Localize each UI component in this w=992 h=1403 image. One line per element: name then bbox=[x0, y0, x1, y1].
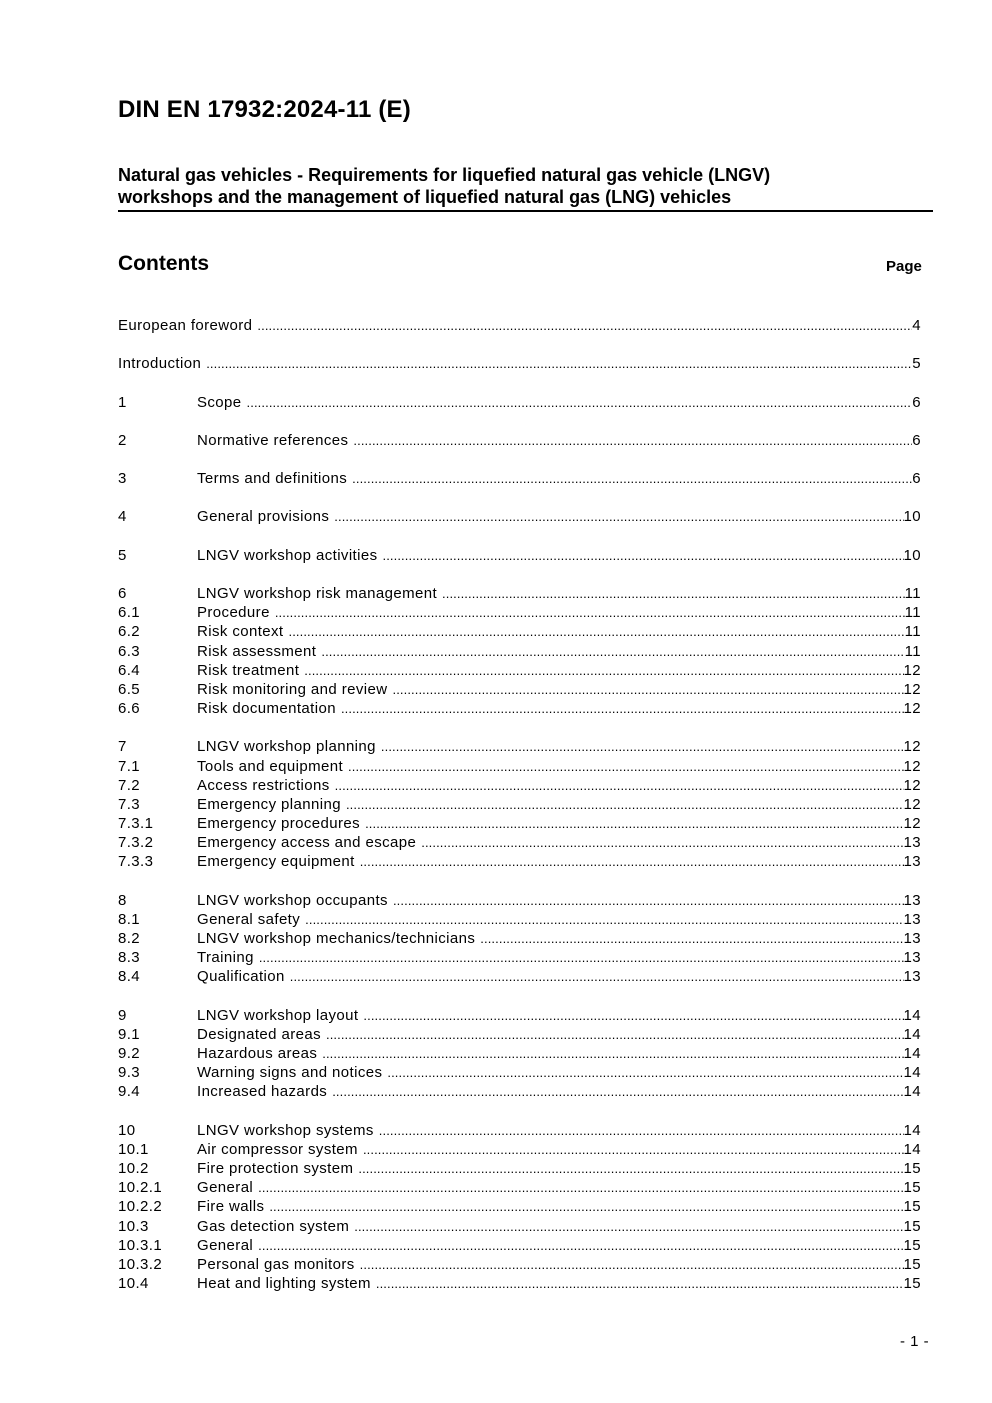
toc-entry-number: 10.3 bbox=[118, 1218, 149, 1235]
toc-entry[interactable] bbox=[118, 680, 921, 699]
toc-dot-leader bbox=[365, 814, 903, 833]
toc-entry-page: 14 bbox=[903, 1064, 921, 1081]
page-number-footer: - 1 - bbox=[900, 1333, 930, 1350]
toc-entry-title: Heat and lighting system bbox=[197, 1275, 371, 1292]
toc-entry-number: 7 bbox=[118, 738, 127, 755]
toc-entry-number: 3 bbox=[118, 470, 127, 487]
toc-entry-number: 10.4 bbox=[118, 1275, 149, 1292]
toc-entry-number: 10.3.2 bbox=[118, 1256, 163, 1273]
toc-entry-title: Risk context bbox=[197, 623, 284, 640]
toc-entry-title: Emergency planning bbox=[197, 796, 341, 813]
toc-dot-leader bbox=[289, 622, 905, 641]
toc-entry-title: Designated areas bbox=[197, 1026, 321, 1043]
toc-entry-page: 14 bbox=[903, 1026, 921, 1043]
toc-entry-page: 12 bbox=[903, 662, 921, 679]
toc-dot-leader bbox=[346, 795, 904, 814]
toc-entry-title: LNGV workshop risk management bbox=[197, 585, 438, 602]
toc-dot-leader bbox=[379, 1121, 904, 1140]
toc-entry-title: Risk assessment bbox=[197, 643, 317, 660]
toc-entry-title: Risk documentation bbox=[197, 700, 336, 717]
toc-dot-leader bbox=[258, 1178, 903, 1197]
toc-dot-leader bbox=[383, 546, 904, 565]
toc-entry-number: 6.4 bbox=[118, 662, 141, 679]
toc-entry-number: 7.2 bbox=[118, 777, 141, 794]
toc-entry-title: LNGV workshop layout bbox=[197, 1007, 359, 1024]
toc-entry-page: 13 bbox=[903, 930, 921, 947]
toc-dot-leader bbox=[326, 1025, 904, 1044]
toc-entry-title: Introduction bbox=[118, 355, 202, 372]
toc-entry[interactable] bbox=[118, 1044, 921, 1063]
toc-dot-leader bbox=[332, 1082, 903, 1101]
toc-entry[interactable] bbox=[118, 929, 921, 948]
toc-entry-number: 9.3 bbox=[118, 1064, 141, 1081]
toc-entry-number: 6.2 bbox=[118, 623, 141, 640]
toc-entry-page: 6 bbox=[912, 470, 921, 487]
toc-entry-page: 11 bbox=[904, 623, 921, 640]
toc-entry-page: 15 bbox=[903, 1256, 921, 1273]
toc-entry-title: Emergency equipment bbox=[197, 853, 355, 870]
toc-entry-title: Normative references bbox=[197, 432, 349, 449]
toc-entry[interactable] bbox=[118, 737, 921, 756]
toc-entry-page: 13 bbox=[903, 911, 921, 928]
toc-entry-title: Fire protection system bbox=[197, 1160, 354, 1177]
toc-entry-title: Warning signs and notices bbox=[197, 1064, 383, 1081]
toc-entry-number: 9.1 bbox=[118, 1026, 141, 1043]
toc-entry[interactable] bbox=[118, 603, 921, 622]
document-title bbox=[118, 164, 933, 208]
toc-entry-title: General bbox=[197, 1237, 254, 1254]
toc-entry-page: 4 bbox=[912, 317, 921, 334]
toc-entry[interactable] bbox=[118, 852, 921, 871]
toc-entry-page: 12 bbox=[903, 815, 921, 832]
toc-entry-page: 13 bbox=[903, 968, 921, 985]
toc-entry-number: 2 bbox=[118, 432, 127, 449]
toc-dot-leader bbox=[305, 910, 903, 929]
toc-entry-title: Personal gas monitors bbox=[197, 1256, 355, 1273]
toc-entry[interactable] bbox=[118, 1121, 921, 1140]
toc-dot-leader bbox=[353, 431, 912, 450]
toc-entry-title: LNGV workshop systems bbox=[197, 1122, 374, 1139]
document-title-line-1: Natural gas vehicles - Requirements for liquefied natural gas vehicle (LNGV) bbox=[118, 165, 771, 185]
toc-entry-number: 7.3 bbox=[118, 796, 141, 813]
toc-entry-page: 14 bbox=[903, 1122, 921, 1139]
toc-entry-number: 6.6 bbox=[118, 700, 141, 717]
toc-entry[interactable] bbox=[118, 546, 921, 565]
toc-dot-leader bbox=[360, 1255, 904, 1274]
toc-entry-number: 6.5 bbox=[118, 681, 141, 698]
toc-entry-number: 8.4 bbox=[118, 968, 141, 985]
toc-entry-number: 10.1 bbox=[118, 1141, 149, 1158]
toc-dot-leader bbox=[334, 507, 903, 526]
toc-entry-number: 5 bbox=[118, 547, 127, 564]
toc-entry-page: 13 bbox=[903, 892, 921, 909]
toc-dot-leader bbox=[376, 1274, 904, 1293]
toc-entry-page: 15 bbox=[903, 1218, 921, 1235]
title-rule bbox=[118, 210, 933, 212]
toc-entry-page: 15 bbox=[903, 1160, 921, 1177]
toc-dot-leader bbox=[363, 1140, 904, 1159]
toc-entry[interactable] bbox=[118, 1063, 921, 1082]
toc-dot-leader bbox=[352, 469, 912, 488]
toc-entry-title: Air compressor system bbox=[197, 1141, 358, 1158]
toc-entry-title: Fire walls bbox=[197, 1198, 265, 1215]
toc-dot-leader bbox=[335, 776, 904, 795]
toc-entry-page: 11 bbox=[904, 643, 921, 660]
toc-entry-title: LNGV workshop planning bbox=[197, 738, 376, 755]
toc-entry-title: European foreword bbox=[118, 317, 253, 334]
toc-entry-page: 12 bbox=[903, 700, 921, 717]
toc-entry-page: 6 bbox=[912, 432, 921, 449]
toc-entry[interactable] bbox=[118, 1006, 921, 1025]
toc-entry-number: 10.3.1 bbox=[118, 1237, 163, 1254]
toc-dot-leader bbox=[304, 661, 903, 680]
toc-dot-leader bbox=[321, 642, 904, 661]
toc-entry-page: 15 bbox=[903, 1275, 921, 1292]
toc-entry[interactable] bbox=[118, 948, 921, 967]
toc-dot-leader bbox=[480, 929, 903, 948]
toc-entry[interactable] bbox=[118, 354, 921, 373]
toc-dot-leader bbox=[206, 354, 912, 373]
toc-dot-leader bbox=[387, 1063, 903, 1082]
toc-entry-number: 10.2 bbox=[118, 1160, 149, 1177]
toc-dot-leader bbox=[421, 833, 903, 852]
toc-entry-number: 6.3 bbox=[118, 643, 141, 660]
toc-entry-page: 13 bbox=[903, 853, 921, 870]
toc-dot-leader bbox=[275, 603, 905, 622]
toc-entry-page: 11 bbox=[904, 585, 921, 602]
toc-entry[interactable] bbox=[118, 393, 921, 412]
document-id: DIN EN 17932:2024-11 (E) bbox=[118, 96, 411, 123]
toc-entry-number: 9.4 bbox=[118, 1083, 141, 1100]
toc-entry[interactable] bbox=[118, 1255, 921, 1274]
toc-entry-title: LNGV workshop mechanics/technicians bbox=[197, 930, 476, 947]
toc-entry-title: General bbox=[197, 1179, 254, 1196]
toc-entry-number: 8 bbox=[118, 892, 127, 909]
toc-entry-title: Scope bbox=[197, 394, 242, 411]
toc-entry[interactable] bbox=[118, 507, 921, 526]
toc-entry-number: 9.2 bbox=[118, 1045, 141, 1062]
toc-dot-leader bbox=[269, 1197, 903, 1216]
toc-entry[interactable] bbox=[118, 1197, 921, 1216]
toc-entry-number: 10.2.1 bbox=[118, 1179, 163, 1196]
toc-entry-page: 11 bbox=[904, 604, 921, 621]
toc-entry[interactable] bbox=[118, 814, 921, 833]
toc-entry-title: LNGV workshop occupants bbox=[197, 892, 388, 909]
toc-entry-page: 15 bbox=[903, 1179, 921, 1196]
toc-entry-title: Training bbox=[197, 949, 254, 966]
toc-entry-page: 12 bbox=[903, 758, 921, 775]
toc-entry-title: Risk monitoring and review bbox=[197, 681, 388, 698]
toc-entry-title: LNGV workshop activities bbox=[197, 547, 378, 564]
toc-entry[interactable] bbox=[118, 776, 921, 795]
toc-entry-title: Hazardous areas bbox=[197, 1045, 318, 1062]
toc-entry[interactable] bbox=[118, 910, 921, 929]
toc-entry-number: 7.3.1 bbox=[118, 815, 154, 832]
toc-entry-page: 13 bbox=[903, 949, 921, 966]
toc-entry-page: 14 bbox=[903, 1045, 921, 1062]
contents-heading: Contents bbox=[118, 252, 209, 275]
toc-entry-title: Increased hazards bbox=[197, 1083, 328, 1100]
toc-entry-number: 8.2 bbox=[118, 930, 141, 947]
toc-entry-number: 4 bbox=[118, 508, 127, 525]
toc-entry-number: 6.1 bbox=[118, 604, 141, 621]
toc-entry-page: 12 bbox=[903, 796, 921, 813]
toc-entry[interactable] bbox=[118, 795, 921, 814]
toc-entry-page: 15 bbox=[903, 1237, 921, 1254]
toc-entry-title: Tools and equipment bbox=[197, 758, 344, 775]
toc-dot-leader bbox=[393, 891, 904, 910]
toc-entry[interactable] bbox=[118, 1217, 921, 1236]
toc-entry-page: 12 bbox=[903, 681, 921, 698]
toc-entry-number: 6 bbox=[118, 585, 127, 602]
toc-entry[interactable] bbox=[118, 1236, 921, 1255]
toc-entry[interactable] bbox=[118, 1274, 921, 1293]
toc-entry-title: Emergency access and escape bbox=[197, 834, 417, 851]
toc-entry[interactable] bbox=[118, 431, 921, 450]
toc-entry-number: 7.3.3 bbox=[118, 853, 154, 870]
toc-entry-number: 9 bbox=[118, 1007, 127, 1024]
toc-dot-leader bbox=[360, 852, 904, 871]
toc-entry-title: Terms and definitions bbox=[197, 470, 348, 487]
toc-entry[interactable] bbox=[118, 1178, 921, 1197]
toc-entry[interactable] bbox=[118, 967, 921, 986]
toc-entry-page: 6 bbox=[912, 394, 921, 411]
document-title-line-2: workshops and the management of liquefied natural gas (LNG) vehicles bbox=[118, 187, 732, 207]
toc-entry-page: 14 bbox=[903, 1083, 921, 1100]
toc-entry[interactable] bbox=[118, 622, 921, 641]
toc-entry-title: General provisions bbox=[197, 508, 330, 525]
toc-entry-page: 10 bbox=[903, 508, 921, 525]
toc-dot-leader bbox=[290, 967, 904, 986]
toc-entry[interactable] bbox=[118, 1025, 921, 1044]
toc-dot-leader bbox=[442, 584, 905, 603]
toc-entry[interactable] bbox=[118, 891, 921, 910]
toc-entry[interactable] bbox=[118, 584, 921, 603]
toc-dot-leader bbox=[392, 680, 903, 699]
toc-dot-leader bbox=[354, 1217, 903, 1236]
toc-dot-leader bbox=[363, 1006, 903, 1025]
toc-entry-page: 15 bbox=[903, 1198, 921, 1215]
toc-dot-leader bbox=[322, 1044, 903, 1063]
toc-entry[interactable] bbox=[118, 642, 921, 661]
toc-entry-title: Emergency procedures bbox=[197, 815, 361, 832]
toc-entry[interactable] bbox=[118, 757, 921, 776]
toc-entry-page: 10 bbox=[903, 547, 921, 564]
toc-entry[interactable] bbox=[118, 1140, 921, 1159]
toc-entry-number: 8.1 bbox=[118, 911, 141, 928]
toc-entry-title: Gas detection system bbox=[197, 1218, 350, 1235]
toc-dot-leader bbox=[341, 699, 904, 718]
toc-entry-title: Risk treatment bbox=[197, 662, 300, 679]
toc-entry-title: General safety bbox=[197, 911, 301, 928]
toc-dot-leader bbox=[258, 1236, 903, 1255]
toc-entry-number: 7.3.2 bbox=[118, 834, 154, 851]
toc-entry-number: 7.1 bbox=[118, 758, 141, 775]
toc-dot-leader bbox=[247, 393, 913, 412]
toc-entry[interactable] bbox=[118, 699, 921, 718]
toc-entry-number: 10.2.2 bbox=[118, 1198, 163, 1215]
toc-dot-leader bbox=[358, 1159, 903, 1178]
toc-entry-page: 5 bbox=[912, 355, 921, 372]
toc-dot-leader bbox=[257, 316, 912, 335]
toc-entry[interactable] bbox=[118, 316, 921, 335]
toc-entry-number: 1 bbox=[118, 394, 127, 411]
toc-entry-number: 8.3 bbox=[118, 949, 141, 966]
toc-entry-page: 12 bbox=[903, 777, 921, 794]
toc-entry-title: Qualification bbox=[197, 968, 285, 985]
toc-entry-page: 12 bbox=[903, 738, 921, 755]
toc-entry-title: Procedure bbox=[197, 604, 270, 621]
toc-entry-title: Access restrictions bbox=[197, 777, 330, 794]
toc-entry-page: 14 bbox=[903, 1141, 921, 1158]
toc-entry[interactable] bbox=[118, 469, 921, 488]
toc-entry[interactable] bbox=[118, 1159, 921, 1178]
toc-dot-leader bbox=[381, 737, 904, 756]
toc-entry-number: 10 bbox=[118, 1122, 136, 1139]
toc-entry[interactable] bbox=[118, 1082, 921, 1101]
toc-entry-page: 13 bbox=[903, 834, 921, 851]
toc-entry[interactable] bbox=[118, 833, 921, 852]
toc-entry[interactable] bbox=[118, 661, 921, 680]
page-column-heading: Page bbox=[886, 258, 922, 275]
toc-dot-leader bbox=[259, 948, 904, 967]
toc-entry-page: 14 bbox=[903, 1007, 921, 1024]
toc-dot-leader bbox=[348, 757, 903, 776]
